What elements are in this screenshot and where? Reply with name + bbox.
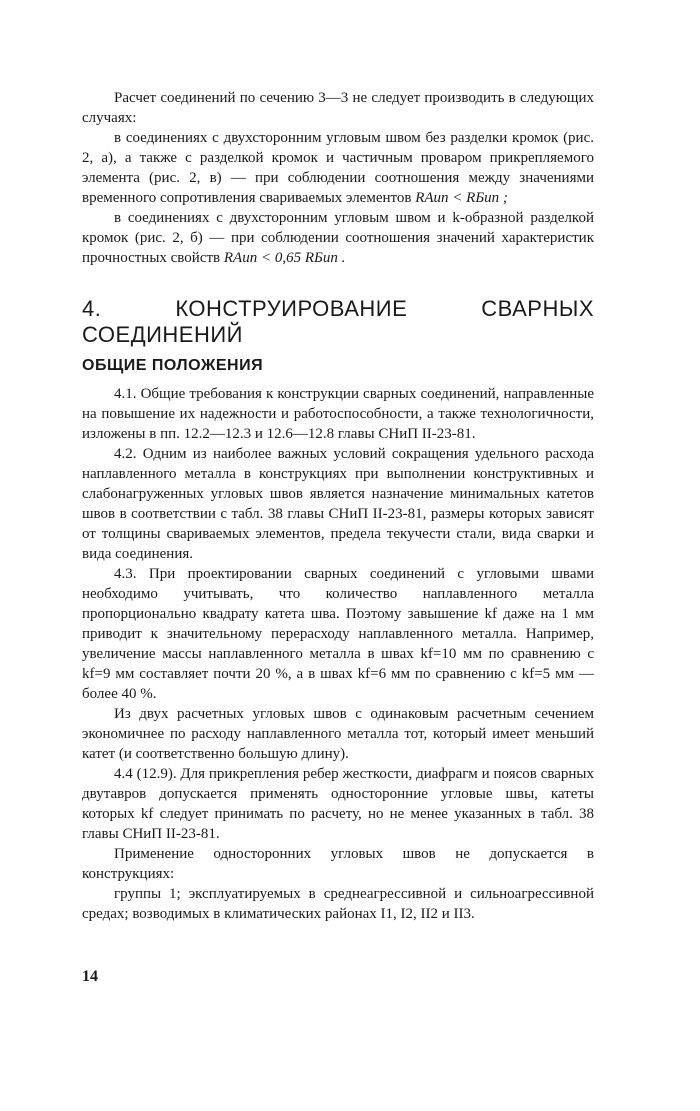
paragraph-4-4-list: группы 1; эксплуатируемых в среднеагрессивной и сильноагрессивной средах; возводимых в климатических районах I1, I2, II2 и II3. xyxy=(82,886,594,922)
paragraph-4-4-continued: Применение односторонних угловых швов не допускается в конструкциях: xyxy=(82,846,594,882)
paragraph-4-2: 4.2. Одним из наиболее важных условий сокращения удельного расхода наплавленного металла в конструкциях при выполнении конструктивных и слабонагруженных угловых швов является назначение минимальных катетов швов в соответствии с табл. 38 главы СНиП II-23-81, размеры которых зависят от толщины свариваемых элементов, предела текучести стали, вида сварки и вида соединения. xyxy=(82,446,594,562)
page-number: 14 xyxy=(82,968,98,985)
subsection-title: ОБЩИЕ ПОЛОЖЕНИЯ xyxy=(82,357,264,374)
case-2-formula: RAun < 0,65 RБun . xyxy=(223,250,346,266)
case-1-paragraph xyxy=(82,128,594,208)
case-1-formula: RAun < RБun ; xyxy=(415,190,508,206)
case-2-paragraph xyxy=(82,208,594,268)
paragraph-4-3: 4.3. При проектировании сварных соединений с угловыми швами необходимо учитывать, что количество наплавленного металла пропорционально квадрату катета шва. Поэтому завышение kf даже на 1 мм приводит к значительному перерасходу наплавленного металла. Например, увеличение массы наплавленного металла в швах kf=10 мм по сравнению с kf=9 мм составляет почти 20 %, а в швах kf=6 мм по сравнению с kf=5 мм — более 40 %. xyxy=(82,566,594,702)
paragraph-4-1: 4.1. Общие требования к конструкции сварных соединений, направленные на повышение их надежности и работоспособности, а также технологичности, изложены в пп. 12.2—12.3 и 12.6—12.8 главы СНиП II-23-81. xyxy=(82,386,594,442)
paragraph-4-3-continued: Из двух расчетных угловых швов с одинаковым расчетным сечением экономичнее по расходу наплавленного металла тот, который имеет меньший катет (и соответственно большую длину). xyxy=(82,706,594,762)
case-2-text: в соединениях с двухсторонним угловым швом и k-образной разделкой кромок (рис. 2, б) — при соблюдении соотношения значений характеристик прочностных свойств xyxy=(82,210,594,266)
case-1-text: в соединениях с двухсторонним угловым швом без разделки кромок (рис. 2, а), а также с разделкой кромок и частичным проваром прикрепляемого элемента (рис. 2, в) — при соблюдении соотношения между значениями временного сопротивления свариваемых элементов xyxy=(82,130,594,206)
section-title: 4. КОНСТРУИРОВАНИЕ СВАРНЫХ СОЕДИНЕНИЙ xyxy=(82,296,594,347)
intro-paragraph: Расчет соединений по сечению 3—3 не следует производить в следующих случаях: xyxy=(82,90,594,126)
paragraph-4-4: 4.4 (12.9). Для прикрепления ребер жесткости, диафрагм и поясов сварных двутавров допускается применять односторонние угловые швы, катеты которых kf следует принимать по расчету, но не менее указанных в табл. 38 главы СНиП II-23-81. xyxy=(82,766,594,842)
page-content xyxy=(82,88,594,924)
